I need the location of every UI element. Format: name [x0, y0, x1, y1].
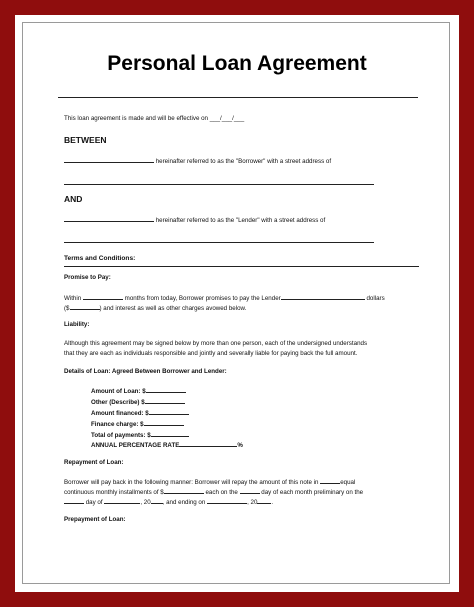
repayment-end-year-prefix: , 20 [247, 499, 258, 506]
end-year-blank [257, 497, 274, 506]
detail-label: Amount financed: $ [91, 410, 149, 417]
repayment-year-prefix: , 20 [140, 499, 151, 506]
details-heading: Details of Loan: Agreed Between Borrower and Lender: [64, 368, 227, 375]
promise-dollar-sign: ($ [64, 305, 70, 312]
and-heading: AND [64, 194, 83, 204]
promise-dollars: dollars [366, 295, 385, 302]
repayment-equal: equal [340, 479, 356, 486]
detail-blank [145, 397, 185, 404]
detail-blank [149, 408, 189, 415]
detail-label: Amount of Loan: $ [91, 388, 146, 395]
detail-label: Total of payments: $ [91, 432, 151, 439]
start-day-blank [64, 497, 84, 504]
amount-figure-blank [70, 303, 100, 310]
repayment-each: each on the [205, 489, 238, 496]
detail-blank [144, 419, 184, 426]
installments-count-blank [320, 477, 340, 484]
between-heading: BETWEEN [64, 135, 107, 145]
due-day-blank [240, 487, 260, 494]
end-date-blank [207, 497, 247, 504]
detail-label: Finance charge: $ [91, 421, 144, 428]
promise-line-1 [64, 293, 385, 303]
detail-item [91, 386, 186, 396]
repayment-period: . [271, 499, 274, 506]
promise-within: Within [64, 295, 82, 302]
apr-suffix: % [237, 442, 243, 449]
repayment-heading: Repayment of Loan: [64, 459, 124, 466]
repayment-text-1: Borrower will pay back in the following manner: Borrower will repay the amount of this note in [64, 479, 319, 486]
repayment-line-3 [64, 497, 273, 507]
promise-heading: Promise to Pay: [64, 274, 111, 281]
intro-line [64, 115, 244, 123]
repayment-ending-text: , and ending on [162, 499, 206, 506]
detail-blank [151, 430, 189, 437]
lender-name-blank [64, 215, 154, 222]
start-month-blank [104, 497, 140, 504]
detail-item [91, 419, 184, 429]
repayment-day-of: day of [85, 499, 103, 506]
promise-text: months from today, Borrower promises to pay the Lender [124, 295, 281, 302]
intro-text: This loan agreement is made and will be effective on [64, 115, 208, 122]
title-divider [58, 97, 418, 98]
repayment-day-text: day of each month preliminary on the [261, 489, 364, 496]
start-year-blank [151, 497, 163, 504]
terms-heading: Terms and Conditions: [64, 255, 136, 262]
apr-label: ANNUAL PERCENTAGE RATE [91, 442, 180, 449]
repayment-text-2: continuous monthly installments of $ [64, 489, 164, 496]
liability-line-1: Although this agreement may be signed below by more than one person, each of the undersigned understands [64, 340, 368, 347]
detail-item [91, 408, 189, 418]
promise-interest-text: ) and interest as well as other charges avowed below. [99, 305, 247, 312]
lender-line [64, 215, 325, 225]
promise-line-2 [64, 303, 246, 313]
apr-line [91, 440, 243, 450]
apr-blank [179, 440, 237, 447]
effective-date-blank: ___/___/___ [209, 115, 245, 122]
borrower-name-blank [64, 156, 154, 163]
prepayment-heading: Prepayment of Loan: [64, 516, 126, 523]
borrower-address-blank [64, 184, 374, 185]
lender-text: hereinafter referred to as the "Lender" with a street address of [155, 217, 326, 224]
detail-label: Other (Describe) $ [91, 399, 145, 406]
amount-words-blank [281, 293, 365, 300]
borrower-text: hereinafter referred to as the "Borrower" with a street address of [155, 158, 332, 165]
repayment-line-2 [64, 487, 363, 497]
lender-address-blank [64, 242, 374, 243]
repayment-line-1 [64, 477, 355, 487]
borrower-line [64, 156, 331, 166]
terms-divider [64, 266, 419, 267]
installment-amount-blank [164, 487, 204, 494]
page-title: Personal Loan Agreement [107, 52, 367, 75]
detail-item [91, 397, 185, 407]
detail-blank [146, 386, 186, 393]
detail-item [91, 430, 189, 440]
months-blank [83, 293, 123, 300]
liability-line-2: that they are each as individuals responsible and jointly and severally liable for paying back the full amount. [64, 350, 358, 357]
liability-heading: Liability: [64, 321, 90, 328]
